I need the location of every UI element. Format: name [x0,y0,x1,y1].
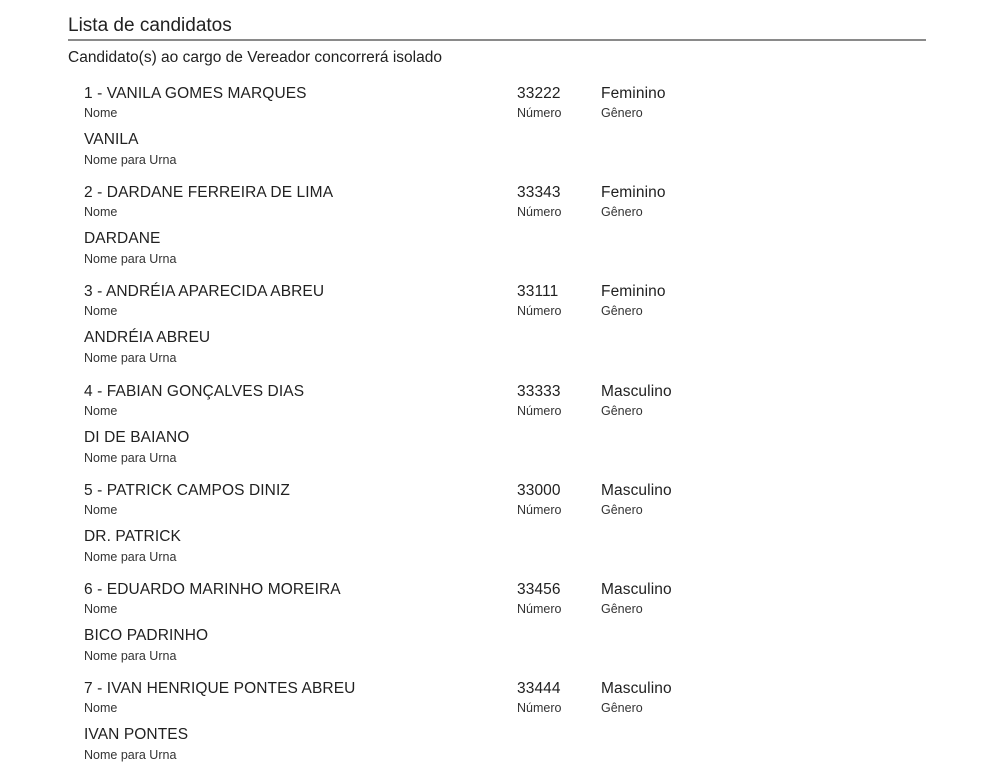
candidate-item [0,580,989,679]
candidate-gender: Masculino [601,580,672,598]
candidate-gender: Feminino [601,283,666,301]
candidate-ballot-name-label: Nome para Urna [84,252,177,267]
candidate-gender-label: Gênero [601,205,643,220]
candidate-number-label: Número [517,106,562,120]
candidate-ballot-name-label: Nome para Urna [84,351,177,366]
candidate-item [0,282,989,381]
candidate-name-label: Nome [84,106,118,120]
candidate-name: 6 - EDUARDO MARINHO MOREIRA [84,580,341,598]
candidate-gender: Feminino [601,184,666,202]
candidate-number: 33456 [517,580,561,598]
candidate-gender-label: Gênero [601,701,643,716]
candidate-item [0,84,989,183]
candidate-gender-label: Gênero [601,502,643,517]
candidate-number-label: Número [517,403,562,418]
candidate-ballot-name: VANILA [84,131,139,148]
candidate-item [0,183,989,282]
candidate-ballot-name: BICO PADRINHO [84,626,209,644]
candidate-name: 4 - FABIAN GONÇALVES DIAS [84,382,305,400]
candidate-ballot-name-label: Nome para Urna [84,648,177,663]
candidate-name-label: Nome [84,601,118,616]
candidate-list [0,84,989,778]
candidate-ballot-name: ANDRÉIA ABREU [84,329,211,347]
candidate-gender-label: Gênero [601,304,643,319]
candidate-number: 33333 [517,382,561,400]
candidate-ballot-name-label: Nome para Urna [84,450,177,465]
candidate-number: 33111 [517,283,559,301]
candidate-number-label: Número [517,205,562,220]
candidate-ballot-name-label: Nome para Urna [84,549,177,564]
candidate-item [0,382,989,481]
candidate-item [0,679,989,778]
candidate-gender: Masculino [601,481,672,499]
candidate-number-label: Número [517,701,562,716]
candidate-name: 2 - DARDANE FERREIRA DE LIMA [84,184,334,202]
candidate-ballot-name-label: Nome para Urna [84,153,177,167]
candidate-gender: Masculino [601,680,672,698]
candidate-ballot-name: DARDANE [84,230,161,248]
candidate-name: 7 - IVAN HENRIQUE PONTES ABREU [84,680,356,698]
candidate-number-label: Número [517,601,562,616]
candidate-name: 5 - PATRICK CAMPOS DINIZ [84,481,290,499]
candidate-gender: Feminino [601,85,666,102]
section-title: Lista de candidatos [68,15,232,36]
candidate-number: 33222 [517,85,561,102]
candidate-number: 33343 [517,184,561,202]
candidate-ballot-name: DR. PATRICK [84,527,181,545]
candidate-gender: Masculino [601,382,672,400]
candidate-gender-label: Gênero [601,601,643,616]
candidate-name-label: Nome [84,403,118,418]
section-subtitle: Candidato(s) ao cargo de Vereador concorrerá isolado [68,49,442,66]
candidate-gender-label: Gênero [601,106,643,120]
candidate-item [0,481,989,580]
candidate-number: 33444 [517,680,561,698]
candidate-ballot-name: IVAN PONTES [84,726,189,744]
candidate-name: 3 - ANDRÉIA APARECIDA ABREU [84,283,325,301]
candidate-ballot-name: DI DE BAIANO [84,428,190,446]
candidate-number: 33000 [517,481,561,499]
candidate-number-label: Número [517,502,562,517]
candidate-ballot-name-label: Nome para Urna [84,748,177,763]
candidate-name-label: Nome [84,502,118,517]
candidate-gender-label: Gênero [601,403,643,418]
candidate-number-label: Número [517,304,562,319]
candidate-name-label: Nome [84,701,118,716]
candidate-name: 1 - VANILA GOMES MARQUES [84,85,307,102]
section-divider [68,39,926,41]
candidate-name-label: Nome [84,304,118,319]
candidate-name-label: Nome [84,205,118,220]
